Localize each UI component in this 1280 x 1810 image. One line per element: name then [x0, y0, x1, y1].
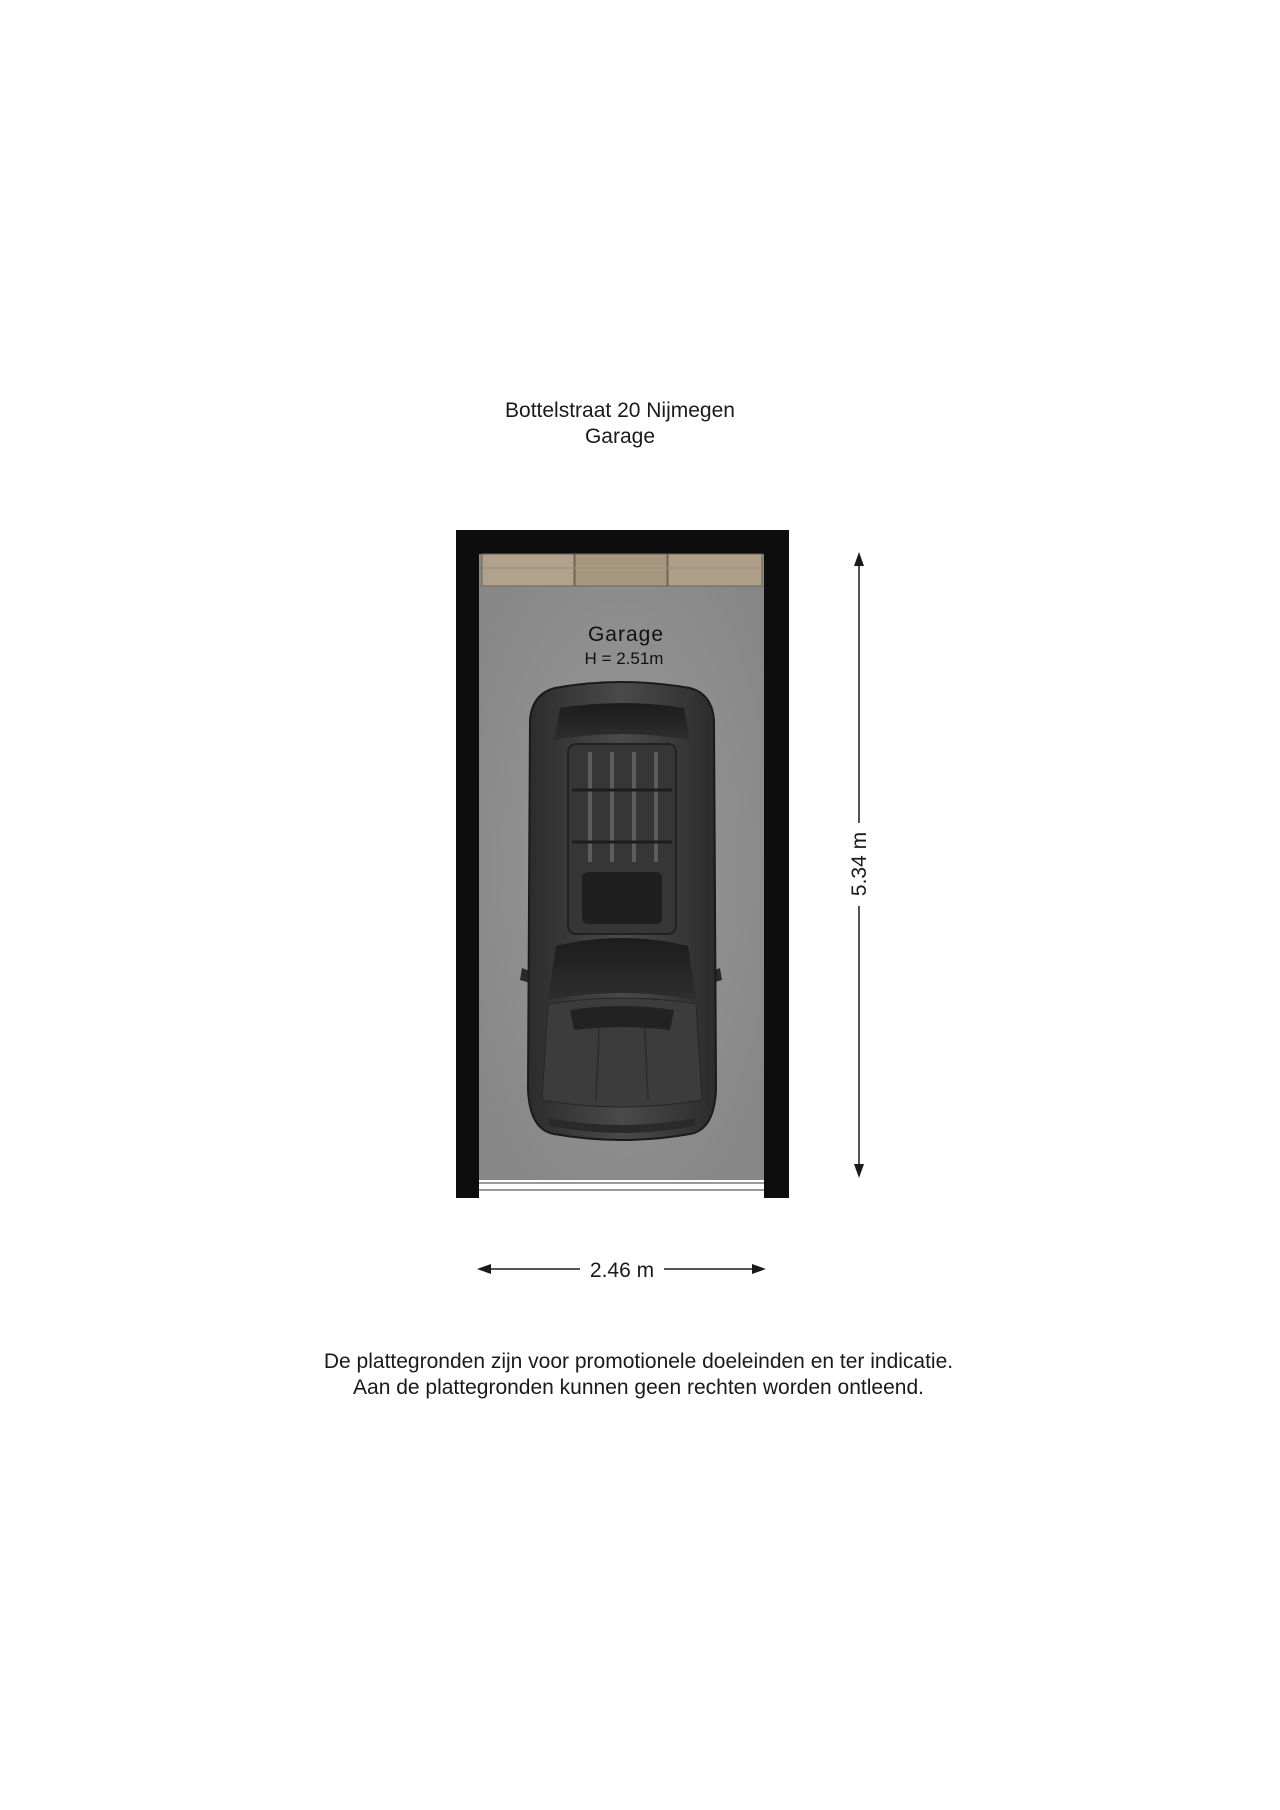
disclaimer-line-1: De plattegronden zijn voor promotionele doeleinden en ter indicatie. [323, 1350, 954, 1373]
width-label: 2.46 m [589, 1259, 655, 1282]
room-name-label: Garage [587, 623, 665, 646]
room-height-label: H = 2.51m [584, 649, 664, 668]
car-icon [520, 682, 722, 1140]
disclaimer [0, 1349, 1277, 1401]
width-dimension [477, 1259, 766, 1282]
shelving-unit [482, 554, 762, 586]
length-dimension [848, 552, 871, 1178]
address-title: Bottelstraat 20 Nijmegen [505, 399, 735, 422]
length-label: 5.34 m [848, 831, 871, 897]
garage-door-opening [479, 1180, 764, 1198]
disclaimer-line-2: Aan de plattegronden kunnen geen rechten worden ontleend. [353, 1376, 924, 1399]
floor-title: Garage [584, 425, 656, 448]
